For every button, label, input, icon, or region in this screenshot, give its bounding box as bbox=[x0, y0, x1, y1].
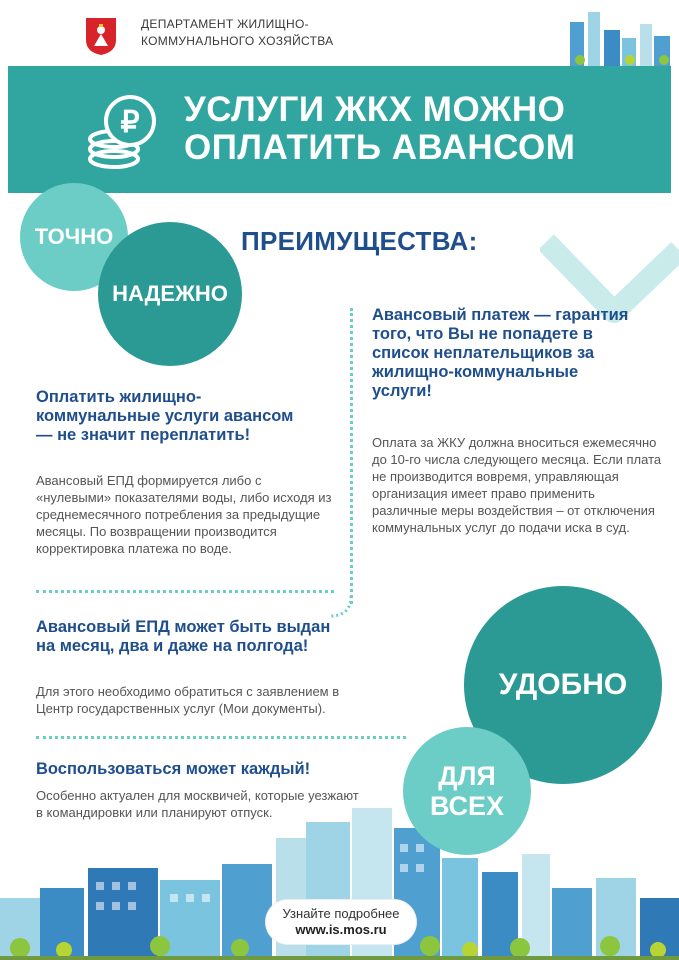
more-info-badge bbox=[266, 900, 416, 944]
circle-dlya-label: ДЛЯ bbox=[438, 761, 496, 791]
section3-body: Для этого необходимо обратиться с заявлением в Центр государственных услуг (Мои документы). bbox=[36, 684, 340, 716]
advantages-title: ПРЕИМУЩЕСТВА: bbox=[241, 226, 478, 256]
svg-text:₽: ₽ bbox=[120, 106, 140, 139]
more-info-label: Узнайте подробнее bbox=[282, 906, 400, 921]
department-line-1: ДЕПАРТАМЕНТ ЖИЛИЩНО- bbox=[141, 17, 309, 31]
banner-title bbox=[184, 91, 575, 167]
moscow-coat-of-arms-icon bbox=[84, 16, 118, 56]
divider-corner bbox=[330, 596, 352, 618]
website-link[interactable]: www.is.mos.ru bbox=[295, 922, 387, 937]
department-line-2: КОММУНАЛЬНОГО ХОЗЯЙСТВА bbox=[141, 34, 334, 48]
circle-tochno-label: ТОЧНО bbox=[34, 224, 114, 249]
section2-body: Оплата за ЖКУ должна вноситься ежемесячно до 10-го числа следующего месяца. Если плата не производится вовремя, управляющая организация имеет право применить различные меры воздействия – от отключения коммунальных услуг до подачи иска в суд. bbox=[372, 435, 662, 535]
city-skyline-illustration-top bbox=[560, 8, 679, 66]
horizontal-dotted-divider-1 bbox=[36, 590, 334, 593]
circle-nadezhno-label: НАДЕЖНО bbox=[112, 281, 228, 306]
section1-heading: Оплатить жилищно-коммунальные услуги авансом — не значит переплатить! bbox=[36, 388, 294, 444]
section3-heading: Авансовый ЕПД может быть выдан на месяц, два и даже на полгода! bbox=[36, 618, 331, 655]
banner-title-line-1: УСЛУГИ ЖКХ МОЖНО bbox=[184, 90, 566, 129]
circle-nadezhno bbox=[98, 222, 242, 366]
department-name bbox=[141, 16, 333, 50]
circle-udobno-label: УДОБНО bbox=[498, 668, 628, 701]
vertical-dotted-divider bbox=[350, 308, 356, 604]
section4-heading: Воспользоваться может каждый! bbox=[36, 760, 311, 778]
section4-body: Особенно актуален для москвичей, которые уезжают в командировки или планируют отпуск. bbox=[36, 788, 359, 820]
circle-dlya-vseh bbox=[403, 727, 531, 855]
banner-title-line-2: ОПЛАТИТЬ АВАНСОМ bbox=[184, 128, 576, 167]
section2-heading: Авансовый платеж — гарантия того, что Вы не попадете в список неплательщиков за жилищно-коммунальные услуги! bbox=[372, 306, 629, 400]
circle-vseh-label: ВСЕХ bbox=[430, 791, 504, 821]
ruble-coins-icon bbox=[82, 93, 164, 173]
horizontal-dotted-divider-2 bbox=[36, 736, 406, 739]
section1-body: Авансовый ЕПД формируется либо с «нулевыми» показателями воды, либо исходя из среднемесячного потребления за предыдущие месяцы. По возвращении производится корректировка платежа по воде. bbox=[36, 473, 332, 556]
